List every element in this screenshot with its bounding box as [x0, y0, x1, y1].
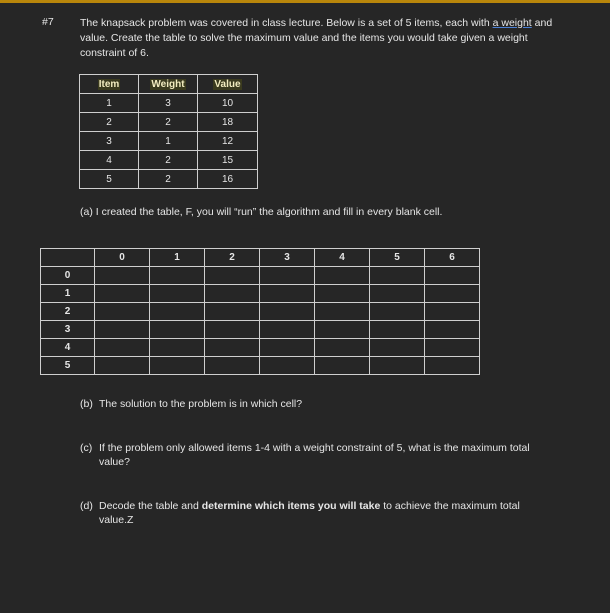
f-table-blank-cell[interactable]	[95, 267, 150, 285]
f-table-column-header: 0	[95, 249, 150, 267]
f-table-row-header: 0	[41, 267, 95, 285]
items-table-cell: 15	[198, 151, 258, 170]
f-table-blank-cell[interactable]	[95, 357, 150, 375]
f-table-blank-cell[interactable]	[425, 303, 480, 321]
f-table-row-header: 3	[41, 321, 95, 339]
f-table-row	[41, 303, 480, 321]
f-table-blank-cell[interactable]	[315, 267, 370, 285]
part-c-label: (c)	[80, 442, 93, 454]
items-table-row	[80, 151, 258, 170]
items-table-cell: 1	[139, 132, 198, 151]
items-table-cell: 4	[80, 151, 139, 170]
f-table-column-header: 6	[425, 249, 480, 267]
items-header-value: Value	[198, 75, 258, 94]
items-table-cell: 3	[80, 132, 139, 151]
f-table-blank-cell[interactable]	[315, 285, 370, 303]
f-table-blank-cell[interactable]	[315, 339, 370, 357]
f-table-blank-cell[interactable]	[150, 267, 205, 285]
f-table-blank-cell[interactable]	[370, 357, 425, 375]
items-table-cell: 2	[139, 113, 198, 132]
items-table-cell: 18	[198, 113, 258, 132]
f-table-blank-cell[interactable]	[150, 303, 205, 321]
items-table-cell: 12	[198, 132, 258, 151]
f-table-row-header: 4	[41, 339, 95, 357]
part-b	[80, 397, 550, 411]
part-d-text: Decode the table and determine which items you will take to achieve the maximum total value.Z	[99, 500, 520, 526]
items-table-row	[80, 94, 258, 113]
items-table-cell: 16	[198, 170, 258, 189]
f-table-row	[41, 321, 480, 339]
f-table-blank-cell[interactable]	[315, 303, 370, 321]
f-table-blank-cell[interactable]	[95, 303, 150, 321]
f-table-blank-cell[interactable]	[205, 321, 260, 339]
items-table-cell: 5	[80, 170, 139, 189]
items-table-header-row	[80, 75, 258, 94]
f-table-blank-cell[interactable]	[260, 303, 315, 321]
part-a-text: (a) I created the table, F, you will “run” the algorithm and fill in every blank cell.	[80, 206, 443, 218]
part-d-bold-text: determine which items you will take	[201, 500, 381, 512]
items-table-cell: 1	[80, 94, 139, 113]
items-table-cell: 2	[139, 170, 198, 189]
f-table-column-header: 1	[150, 249, 205, 267]
f-table-header-row	[41, 249, 480, 267]
f-table-blank-cell[interactable]	[95, 339, 150, 357]
f-table-blank-cell[interactable]	[150, 321, 205, 339]
f-table	[40, 248, 480, 375]
question-intro	[80, 16, 560, 61]
part-b-label: (b)	[80, 398, 93, 410]
f-table-blank-cell[interactable]	[370, 339, 425, 357]
part-d-label: (d)	[80, 500, 93, 512]
f-table-blank-cell[interactable]	[260, 357, 315, 375]
f-table-blank-cell[interactable]	[370, 267, 425, 285]
f-table-blank-cell[interactable]	[260, 339, 315, 357]
items-table-cell: 10	[198, 94, 258, 113]
intro-text-end: and value. Create the table to solve the maximum value and the items you would take given a weight constraint of 6.	[80, 17, 553, 59]
items-table-row	[80, 170, 258, 189]
f-table-blank-cell[interactable]	[425, 321, 480, 339]
f-table-blank-cell[interactable]	[370, 303, 425, 321]
f-table-blank-cell[interactable]	[370, 321, 425, 339]
f-table-column-header: 2	[205, 249, 260, 267]
f-table-blank-cell[interactable]	[260, 321, 315, 339]
f-table-blank-cell[interactable]	[205, 267, 260, 285]
items-header-weight: Weight	[139, 75, 198, 94]
f-table-blank-cell[interactable]	[205, 285, 260, 303]
f-table-row	[41, 357, 480, 375]
f-table-blank-cell[interactable]	[425, 285, 480, 303]
f-table-row-header: 5	[41, 357, 95, 375]
f-table-blank-cell[interactable]	[260, 267, 315, 285]
top-accent-bar	[0, 0, 610, 3]
intro-underlined-text: a weight	[492, 17, 532, 29]
f-table-corner-cell	[41, 249, 95, 267]
f-table-blank-cell[interactable]	[425, 267, 480, 285]
f-table-blank-cell[interactable]	[95, 285, 150, 303]
f-table-column-header: 4	[315, 249, 370, 267]
f-table-blank-cell[interactable]	[370, 285, 425, 303]
items-table-cell: 2	[139, 151, 198, 170]
f-table-row-header: 1	[41, 285, 95, 303]
f-table-blank-cell[interactable]	[150, 339, 205, 357]
f-table-row	[41, 339, 480, 357]
f-table-row	[41, 285, 480, 303]
question-number: #7	[42, 16, 54, 28]
f-table-row	[41, 267, 480, 285]
items-table-cell: 3	[139, 94, 198, 113]
f-table-blank-cell[interactable]	[205, 303, 260, 321]
f-table-blank-cell[interactable]	[205, 339, 260, 357]
part-c-text: If the problem only allowed items 1-4 with a weight constraint of 5, what is the maximum total value?	[99, 442, 530, 468]
part-d	[80, 499, 550, 527]
f-table-blank-cell[interactable]	[260, 285, 315, 303]
items-table-row	[80, 132, 258, 151]
f-table-column-header: 3	[260, 249, 315, 267]
f-table-row-header: 2	[41, 303, 95, 321]
items-table-row	[80, 113, 258, 132]
f-table-blank-cell[interactable]	[425, 357, 480, 375]
f-table-blank-cell[interactable]	[150, 357, 205, 375]
f-table-blank-cell[interactable]	[205, 357, 260, 375]
f-table-blank-cell[interactable]	[95, 321, 150, 339]
f-table-column-header: 5	[370, 249, 425, 267]
f-table-blank-cell[interactable]	[150, 285, 205, 303]
f-table-blank-cell[interactable]	[425, 339, 480, 357]
f-table-blank-cell[interactable]	[315, 357, 370, 375]
items-header-item: Item	[80, 75, 139, 94]
f-table-blank-cell[interactable]	[315, 321, 370, 339]
items-table-cell: 2	[80, 113, 139, 132]
part-b-text: The solution to the problem is in which cell?	[99, 398, 303, 410]
part-c	[80, 441, 550, 469]
items-table	[79, 74, 258, 189]
intro-text-start: The knapsack problem was covered in class lecture. Below is a set of 5 items, each with	[80, 17, 493, 29]
